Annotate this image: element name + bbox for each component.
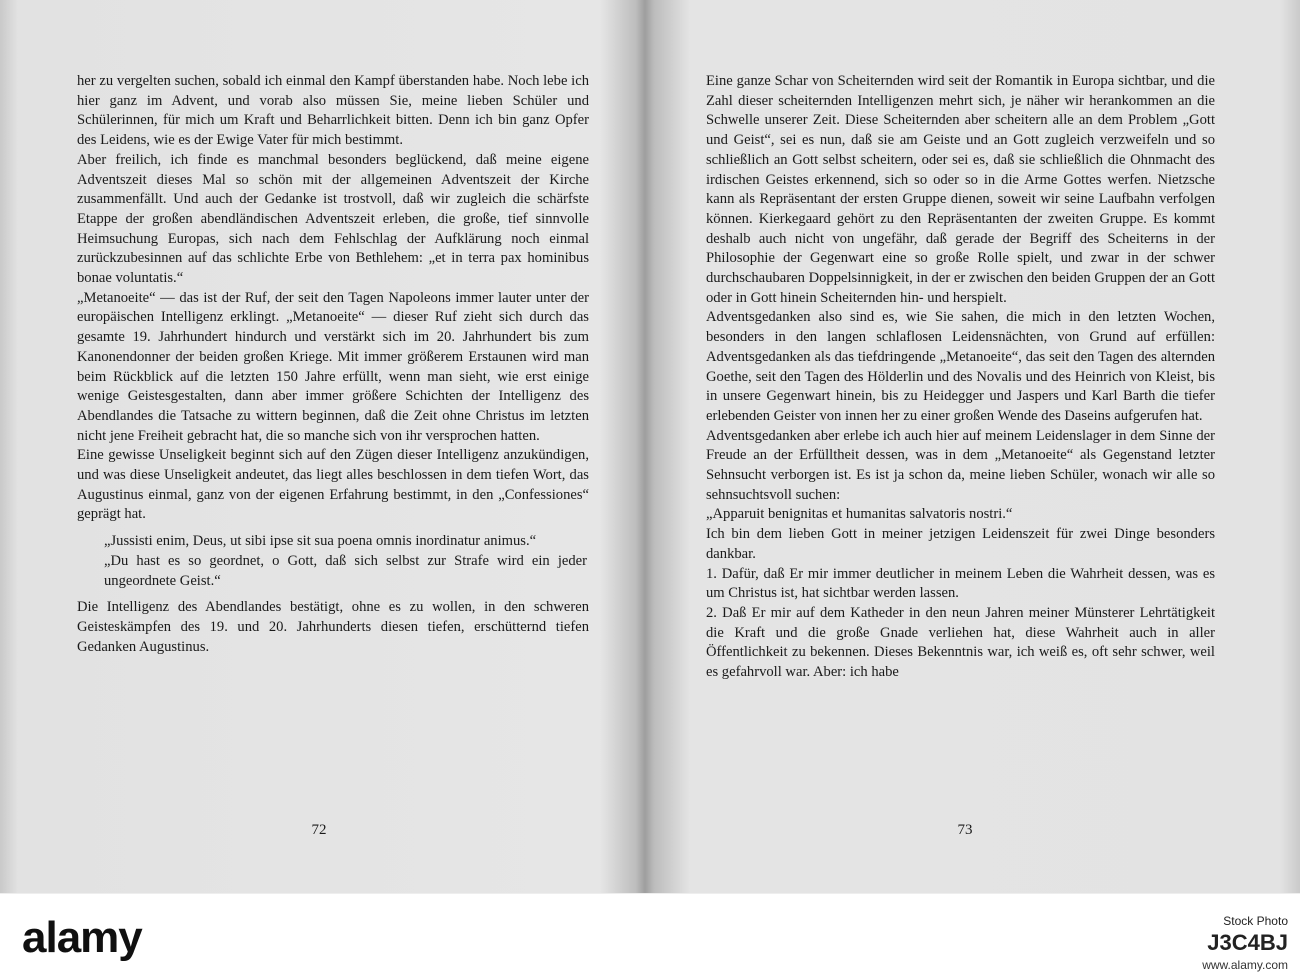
right-page — [706, 72, 1215, 683]
left-paragraph-1: her zu vergelten suchen, sobald ich einmal den Kampf überstanden habe. Noch lebe ich hier ganz im Advent, und vorab also müssen Sie, meine lieben Schüler und Schülerinnen, für mich um Kraft und Beharrlichkeit bitten. Denn ich bin ganz Opfer des Leidens, wie es der Ewige Vater für mich bestimmt. — [77, 73, 589, 149]
right-paragraph-4: „Apparuit benignitas et humanitas salvatoris nostri.“ — [706, 506, 1013, 523]
right-paragraph-2: Adventsgedanken also sind es, wie Sie sahen, die mich in den letzten Wochen, besonders in den langen schlaflosen Leidensnächten, von Grund auf erfüllen: Adventsgedanken als das tiefdringende „Metanoeite“, das seit den Tagen des alternden Goethe, seit den Tagen des Hölderlin und des Novalis und des Heinrich von Kleist, bis in unsere Gegenwart hinein, bis zu Heidegger und Jaspers und Karl Barth die tiefer erlebenden Geister von innen her zu einer großen Wende des Daseins aufgerufen hat. — [706, 309, 1215, 424]
stock-label: Stock Photo — [1223, 914, 1288, 928]
right-paragraph-6: 1. Dafür, daß Er mir immer deutlicher in meinem Leben die Wahrheit dessen, was es um Christus ist, hat sichtbar werden lassen. — [706, 565, 1215, 602]
right-paragraph-7: 2. Daß Er mir auf dem Katheder in den neun Jahren meiner Münsterer Lehrtätigkeit die Kraft und die große Gnade verliehen hat, diese Wahrheit auch in aller Öffentlichkeit zu bekennen. Dieses Bekenntnis war, ich weiß es, oft sehr schwer, weil es gefahrvoll war. Aber: ich habe — [706, 604, 1215, 681]
right-paragraph-3: Adventsgedanken aber erlebe ich auch hier auf meinem Leidenslager in dem Sinne der Freude an der Erfülltheit dessen, was in dem „Metanoeite“ als Gegenstand letzter Sehnsucht verborgen ist. Es ist ja schon da, meine lieben Schüler, wonach wir alle so sehnsuchtsvoll suchen: — [706, 427, 1215, 503]
stock-info — [258, 913, 1288, 973]
left-page-number: 72 — [311, 822, 327, 838]
german-quote: „Du hast es so geordnet, o Gott, daß sich selbst zur Strafe wird ein jeder ungeordnete Geist.“ — [104, 552, 587, 589]
left-closing-paragraph: Die Intelligenz des Abendlandes bestätigt, ohne es zu wollen, in den schweren Geisteskämpfen des 19. und 20. Jahrhunderts diesen tiefen, erschütternd tiefen Gedanken Augustinus. — [77, 599, 589, 655]
left-paragraph-3: „Metanoeite“ — das ist der Ruf, der seit den Tagen Napoleons immer lauter unter der europäischen Intelligenz erklingt. „Metanoeite“ — dieser Ruf zieht sich durch das gesamte 19. Jahrhundert hindurch und verstärkt sich im 20. Jahrhundert bis zum Kanonendonner der beiden großen Kriege. Mit immer größerem Erstaunen wird man beim Rückblick auf die letzten 150 Jahre erfüllt, wenn man sieht, wie erst einige wenige Geistesgestalten, dann aber immer größere Schichten der Intelligenz des Abendlandes die Tatsache zu wittern beginnen, daß die Zeit ohne Christus im letzten nicht jene Freiheit gebracht hat, die so manche sich von ihr versprochen hatten. — [77, 289, 589, 444]
right-paragraph-1: Eine ganze Schar von Scheiternden wird seit der Romantik in Europa sichtbar, und die Zahl dieser scheiternden Intelligenzen mehrt sich, je näher wir herankommen an die Schwelle unserer Zeit. Diese Scheiternden aber scheitern alle an dem Problem „Gott und Geist“, sei es nun, daß sie am Geiste und an Gott zugleich verzweifeln und so schließlich an Gott selbst scheitern, oder sei es, daß sie schließlich die Ohnmacht des irdischen Geistes erkennend, sich so oder so in die Arme Gottes werfen. Nietzsche kann als Repräsentant der ersten Gruppe dienen, soweit wir seine Laufbahn verfolgen können. Kierkegaard gehört zu den Repräsentanten der zweiten Gruppe. Es kommt deshalb auch nicht von ungefähr, daß gerade der Begriff des Scheiterns in der Philosophie der Gegenwart eine so große Rolle spielt, und zwar in der schwer durchschaubaren Doppelsinnigkeit, in der er zwischen den beiden Gruppen der an Gott oder in Gott hinein Scheiternden hin- und herspielt. — [706, 73, 1215, 306]
image-code: J3C4BJ — [1207, 930, 1288, 955]
stock-url: www.alamy.com — [1202, 958, 1288, 972]
right-paragraph-5: Ich bin dem lieben Gott in meiner jetzigen Leidenszeit für zwei Dinge besonders dankbar. — [706, 526, 1215, 562]
left-paragraph-4: Eine gewisse Unseligkeit beginnt sich auf den Zügen dieser Intelligenz anzukündigen, und was diese Unseligkeit andeutet, das liegt alles beschlossen in dem tiefen Wort, das Augustinus einmal, ganz von der eigenen Erfahrung bestimmt, in den „Confessiones“ geprägt hat. — [77, 447, 589, 523]
left-paragraph-2: Aber freilich, ich finde es manchmal besonders beglückend, daß meine eigene Adventszeit dieses Mal so schön mit der allgemeinen Adventszeit der Kirche zusammenfällt. Und auch der Gedanke ist trostvoll, daß wir zugleich die schärfste Etappe der großen abendländischen Adventszeit erleben, die große, tief sinnvolle Heimsuchung Europas, sich nach dem Fehlschlag der Aufklärung noch einmal zurückzubesinnen auf das schlichte Erbe von Bethlehem: „et in terra pax hominibus bonae voluntatis.“ — [77, 151, 589, 287]
alamy-logo: alamy — [22, 913, 142, 962]
left-page — [77, 72, 589, 657]
right-page-number: 73 — [957, 822, 973, 838]
latin-quote: „Jussisti enim, Deus, ut sibi ipse sit sua poena omnis inordinatur animus.“ — [104, 533, 537, 550]
